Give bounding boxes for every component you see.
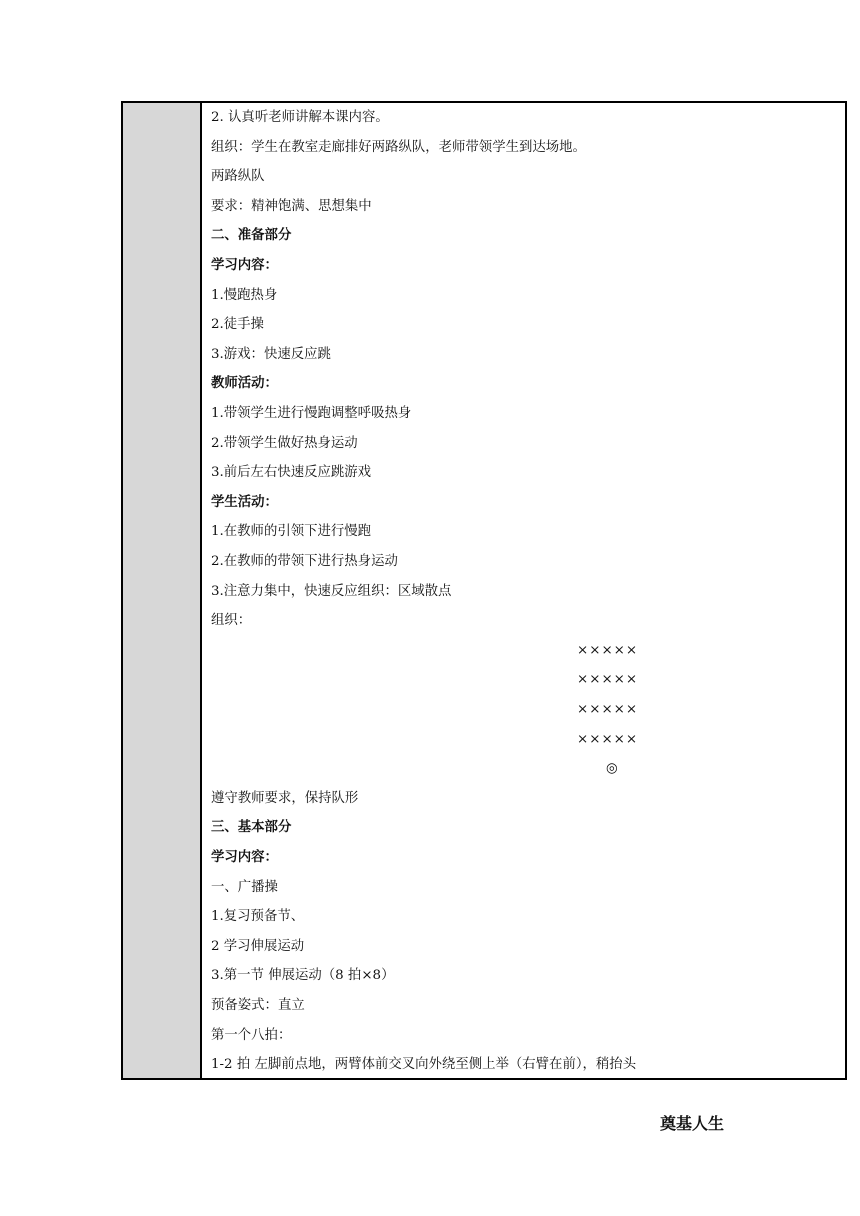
content-line: 要求：精神饱满、思想集中 (211, 198, 372, 214)
content-line: 3.第一节 伸展运动（8 拍×8） (211, 968, 395, 984)
content-line: 2.徒手操 (211, 317, 264, 333)
content-line: 2.在教师的带领下进行热身运动 (211, 554, 398, 569)
formation-row: ××××× (577, 731, 639, 747)
content-line: 2. 认真听老师讲解本课内容。 (211, 110, 389, 125)
section-heading: 二、准备部分 (211, 228, 292, 244)
formation-row: ××××× (577, 642, 639, 658)
content-line: 组织：学生在教室走廊排好两路纵队，老师带领学生到达场地。 (211, 139, 586, 155)
content-line: 2 学习伸展运动 (211, 938, 305, 954)
content-line: 1.复习预备节、 (211, 909, 305, 925)
formation-row: ××××× (577, 702, 639, 717)
section-heading: 教师活动： (211, 376, 278, 392)
section-heading: 学习内容： (211, 258, 278, 273)
content-line: 预备姿式：直立 (211, 998, 305, 1013)
formation-row: ××××× (577, 672, 639, 688)
content-line: 1.慢跑热身 (211, 287, 278, 303)
content-line: 3.注意力集中，快速反应组织：区域散点 (211, 583, 452, 599)
content-line: 1-2 拍 左脚前点地，两臂体前交叉向外绕至侧上举（右臂在前），稍抬头 (211, 1057, 637, 1073)
teacher-marker: ◎ (606, 761, 618, 777)
section-heading: 学习内容： (211, 850, 278, 865)
content-line: 组织： (211, 613, 252, 629)
content-line: 2.带领学生做好热身运动 (211, 435, 358, 451)
content-line: 一、广播操 (211, 879, 278, 895)
content-line: 遵守教师要求，保持队形 (211, 790, 359, 806)
lesson-table (121, 101, 847, 1080)
content-line: 1.在教师的引领下进行慢跑 (211, 524, 372, 540)
content-line: 1.带领学生进行慢跑调整呼吸热身 (211, 406, 412, 421)
section-heading: 学生活动： (211, 494, 278, 510)
section-heading: 三、基本部分 (211, 820, 292, 836)
footer-text: 奠基人生 (660, 1114, 725, 1133)
content-line: 两路纵队 (211, 169, 265, 185)
content-line: 3.前后左右快速反应跳游戏 (211, 465, 372, 481)
content-line: 第一个八拍： (211, 1027, 292, 1043)
label-column (123, 103, 202, 1078)
lesson-content (211, 103, 839, 1078)
content-line: 3.游戏：快速反应跳 (211, 346, 331, 362)
